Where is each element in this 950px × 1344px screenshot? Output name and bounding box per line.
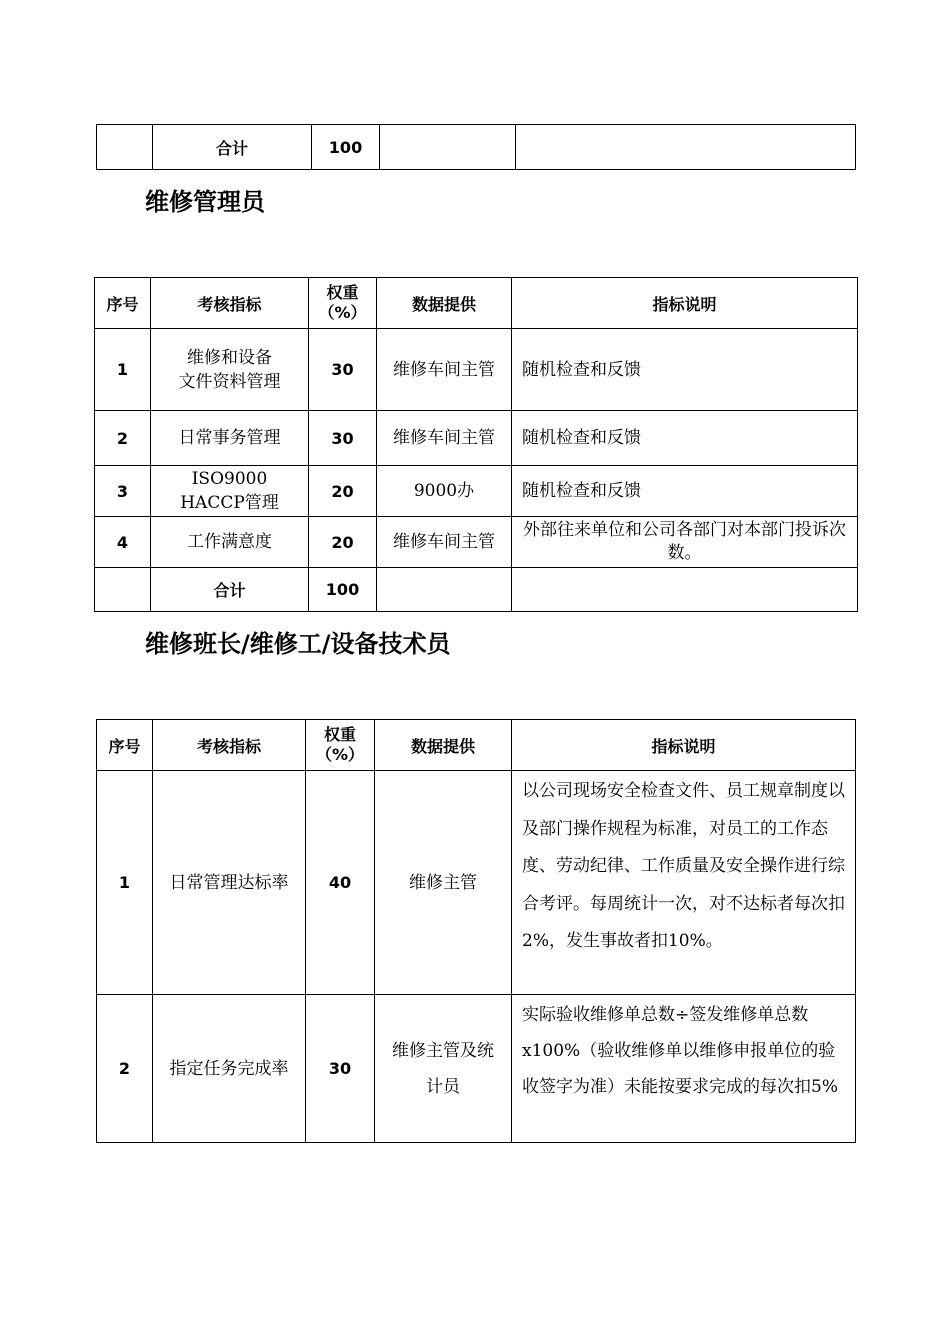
cell-empty [95,568,151,612]
section-title: 维修管理员 [145,188,265,216]
header-no: 序号 [97,720,153,771]
row-desc: 外部往来单位和公司各部门对本部门投诉次数。 [512,517,858,568]
table-row [97,995,856,1143]
row-no: 1 [95,329,151,411]
row-indicator [151,466,309,517]
row-weight: 20 [309,466,377,517]
header-weight-line2: （%） [315,745,365,764]
row-source [375,995,512,1143]
header-indicator: 考核指标 [151,278,309,329]
table-row [97,771,856,995]
row-source-line1: 维修主管及统 [392,1040,494,1061]
header-desc: 指标说明 [512,720,856,771]
kpi-table-maintenance-staff [96,719,856,1143]
row-weight: 20 [309,517,377,568]
total-row [95,568,858,612]
row-indicator-line1: 维修和设备 [187,347,272,368]
row-desc: 以公司现场安全检查文件、员工规章制度以及部门操作规程为标准，对员工的工作态度、劳动纪律、工作质量及安全操作进行综合考评。每周统计一次，对不达标者每次扣2%，发生事故者扣10%。 [512,771,856,995]
row-indicator-line2: 文件资料管理 [178,371,281,392]
row-no: 3 [95,466,151,517]
total-label: 合计 [151,568,309,612]
section-title: 维修班长/维修工/设备技术员 [145,630,451,658]
row-source: 维修主管 [375,771,512,995]
cell-empty [380,125,516,170]
row-no: 2 [97,995,153,1143]
table-row [95,466,858,517]
row-indicator-line2: HACCP管理 [180,493,279,513]
total-weight: 100 [309,568,377,612]
top-total-table [96,124,856,170]
kpi-table-maintenance-admin [94,277,858,612]
row-source: 维修车间主管 [377,517,512,568]
total-weight: 100 [312,125,380,170]
header-source: 数据提供 [377,278,512,329]
row-desc: 实际验收维修单总数÷签发维修单总数x100%（验收维修单以维修申报单位的验收签字为准）未能按要求完成的每次扣5% [512,995,856,1143]
header-weight [309,278,377,329]
header-no: 序号 [95,278,151,329]
row-weight: 30 [309,411,377,466]
header-source: 数据提供 [375,720,512,771]
row-indicator [151,329,309,411]
header-row [95,278,858,329]
cell-empty [377,568,512,612]
row-desc: 随机检查和反馈 [512,329,858,411]
table-row [95,329,858,411]
row-weight: 30 [309,329,377,411]
row-source: 维修车间主管 [377,411,512,466]
row-desc: 随机检查和反馈 [512,466,858,517]
cell-empty [516,125,856,170]
table-row [95,517,858,568]
row-no: 1 [97,771,153,995]
total-label: 合计 [153,125,312,170]
total-row [97,125,856,170]
header-desc: 指标说明 [512,278,858,329]
header-weight [306,720,375,771]
row-indicator: 日常事务管理 [151,411,309,466]
cell-empty [97,125,153,170]
row-source-line2: 计员 [426,1076,460,1097]
row-source: 维修车间主管 [377,329,512,411]
header-indicator: 考核指标 [153,720,306,771]
row-indicator: 日常管理达标率 [153,771,306,995]
row-indicator: 工作满意度 [151,517,309,568]
header-weight-line2: （%） [318,303,367,322]
table-row [95,411,858,466]
row-indicator-line1: ISO9000 [191,469,268,489]
row-desc: 随机检查和反馈 [512,411,858,466]
header-row [97,720,856,771]
header-weight-line1: 权重 [323,725,356,744]
row-weight: 30 [306,995,375,1143]
header-weight-line1: 权重 [326,283,359,302]
row-source: 9000办 [377,466,512,517]
row-no: 2 [95,411,151,466]
cell-empty [512,568,858,612]
row-no: 4 [95,517,151,568]
row-indicator: 指定任务完成率 [153,995,306,1143]
row-weight: 40 [306,771,375,995]
